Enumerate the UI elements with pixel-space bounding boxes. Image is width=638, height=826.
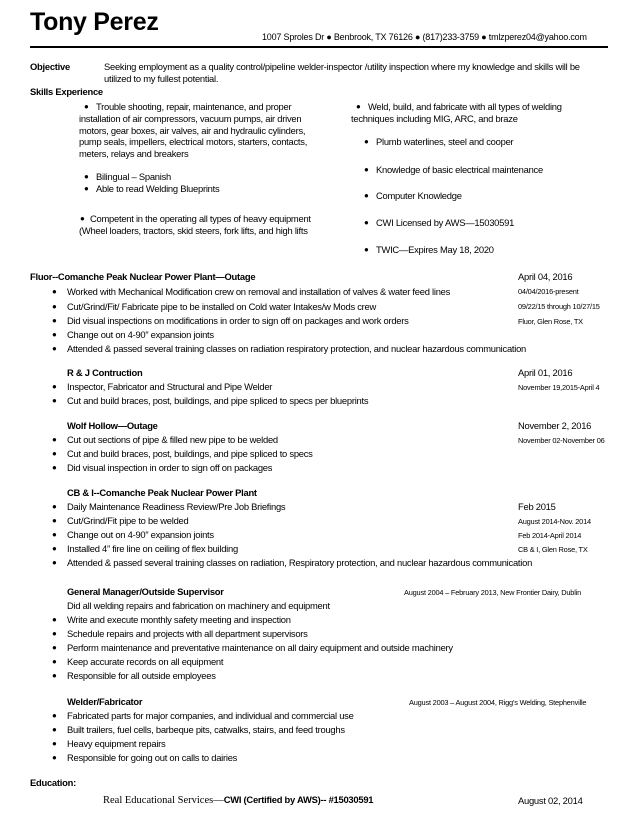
skill-item: Computer Knowledge [376, 190, 462, 201]
job-side-note: November 02-November 06 [518, 436, 605, 445]
skills-label: Skills Experience [30, 86, 103, 97]
bullet-icon: ● [52, 382, 57, 391]
bullet-icon: ● [52, 725, 57, 734]
job-bullet: Responsible for all outside employees [67, 670, 216, 681]
education-date: August 02, 2014 [518, 795, 583, 806]
job-bullet: Perform maintenance and preventative maintenance on all dairy equipment and outside machinery [67, 642, 453, 653]
job-bullet: Cut out sections of pipe & filled new pipe to be welded [67, 434, 278, 445]
job-bullet: Cut and build braces, post, buildings, and pipe spliced to specs per blueprints [67, 395, 369, 406]
skill-item: Knowledge of basic electrical maintenance [376, 164, 543, 175]
job-bullet: Cut/Grind/Fit/ Fabricate pipe to be installed on Cold water Intakes/w Mods crew [67, 301, 377, 312]
bullet-icon: ● [364, 165, 369, 174]
job-date: April 01, 2016 [518, 367, 573, 378]
bullet-icon: ● [52, 344, 57, 353]
bullet-icon: ● [84, 172, 89, 181]
job-bullet: Worked with Mechanical Modification crew on removal and installation of valves & water feed lines [67, 286, 451, 297]
resume-header [30, 4, 610, 40]
bullet-icon: ● [52, 711, 57, 720]
bullet-icon: ● [52, 302, 57, 311]
bullet-icon: ● [84, 102, 89, 111]
job-date: August 2003 – August 2004, Rigg’s Welding, Stephenville [409, 698, 587, 707]
bullet-icon: ● [364, 218, 369, 227]
job-date: August 2004 – February 2013, New Frontier Dairy, Dublin [404, 588, 582, 597]
job-title: Fluor--Comanche Peak Nuclear Power Plant—Outage [30, 271, 256, 282]
bullet-icon: ● [52, 739, 57, 748]
job-bullet: Daily Maintenance Readiness Review/Pre Job Briefings [67, 501, 286, 512]
job-bullet: Schedule repairs and projects with all department supervisors [67, 628, 308, 639]
job-bullet: Heavy equipment repairs [67, 738, 166, 749]
job-title: R & J Contruction [67, 367, 143, 378]
bullet-icon: ● [52, 449, 57, 458]
job-side-note: 09/22/15 through 10/27/15 [518, 302, 600, 311]
skill-item: Trouble shooting, repair, maintenance, and proper installation of air compressors, vacuum pumps, air driven motors, gear boxes, air valves, air and hydraulic cylinders, pump seals, impellers, electrical motors, starters, contacts, meters, relays and breakers [79, 101, 308, 160]
job-date: November 2, 2016 [518, 420, 592, 431]
header-rule [30, 46, 608, 48]
bullet-icon: ● [52, 643, 57, 652]
job-bullet: Change out on 4-90” expansion joints [67, 529, 214, 540]
job-date: Feb 2015 [518, 501, 556, 512]
bullet-icon: ● [52, 657, 57, 666]
bullet-icon: ● [52, 671, 57, 680]
bullet-icon: ● [52, 330, 57, 339]
bullet-icon: ● [364, 191, 369, 200]
objective-label: Objective [30, 61, 70, 72]
education-label: Education: [30, 777, 76, 788]
bullet-icon: ● [84, 184, 89, 193]
job-bullet: Installed 4” fire line on ceiling of flex building [67, 543, 238, 554]
job-bullet: Did visual inspection in order to sign off on packages [67, 462, 273, 473]
bullet-icon: ● [52, 753, 57, 762]
bullet-icon: ● [52, 516, 57, 525]
job-bullet: Keep accurate records on all equipment [67, 656, 224, 667]
job-side-note: 04/04/2016-present [518, 287, 579, 296]
job-bullet: Fabricated parts for major companies, and individual and commercial use [67, 710, 354, 721]
job-side-note: November 19,2015-April 4 [518, 383, 600, 392]
job-date: April 04, 2016 [518, 271, 573, 282]
skill-item: Bilingual – Spanish [96, 171, 171, 182]
objective-text: Seeking employment as a quality control/pipeline welder-inspector /utility inspection where my knowledge and skills will be utilized to my fullest potential. [104, 61, 580, 84]
job-bullet: Responsible for going out on calls to dairies [67, 752, 238, 763]
job-bullet: Built trailers, fuel cells, barbeque pits, catwalks, stairs, and feed troughs [67, 724, 345, 735]
job-title: Wolf Hollow—Outage [67, 420, 158, 431]
bullet-icon: ● [52, 287, 57, 296]
job-bullet: Cut/Grind/Fit pipe to be welded [67, 515, 189, 526]
bullet-icon: ● [364, 245, 369, 254]
job-bullet: Write and execute monthly safety meeting and inspection [67, 614, 291, 625]
job-intro: Did all welding repairs and fabrication on machinery and equipment [67, 600, 330, 611]
bullet-icon: ● [80, 214, 85, 223]
education-cert: CWI (Certified by AWS)-- #15030591 [223, 794, 374, 805]
job-title: CB & I--Comanche Peak Nuclear Power Plant [67, 487, 257, 498]
education-school: Real Educational Services— [103, 795, 224, 806]
bullet-icon: ● [52, 502, 57, 511]
job-side-note: Feb 2014-April 2014 [518, 531, 582, 540]
job-title: General Manager/Outside Supervisor [67, 586, 224, 597]
bullet-icon: ● [52, 435, 57, 444]
bullet-icon: ● [364, 137, 369, 146]
bullet-icon: ● [52, 530, 57, 539]
job-bullet: Change out on 4-90” expansion joints [67, 329, 214, 340]
skill-item: TWIC—Expires May 18, 2020 [376, 244, 494, 255]
bullet-icon: ● [52, 629, 57, 638]
bullet-icon: ● [52, 615, 57, 624]
skill-item: Competent in the operating all types of heavy equipment (Wheel loaders, tractors, skid steers, fork lifts, and high lifts [79, 213, 311, 236]
job-bullet: Did visual inspections on modifications in order to sign off on packages and work orders [67, 315, 409, 326]
bullet-icon: ● [52, 463, 57, 472]
bullet-icon: ● [52, 396, 57, 405]
education-line [103, 794, 373, 807]
applicant-name: Tony Perez [30, 8, 159, 36]
job-bullet: Inspector, Fabricator and Structural and Pipe Welder [67, 381, 273, 392]
job-bullet: Attended & passed several training classes on radiation, Respiratory protection, and nuclear hazardous communication [67, 557, 533, 568]
skill-item: Plumb waterlines, steel and cooper [376, 136, 514, 147]
skill-item: Weld, build, and fabricate with all types of welding techniques including MIG, ARC, and braze [351, 101, 562, 124]
bullet-icon: ● [52, 544, 57, 553]
bullet-icon: ● [52, 558, 57, 567]
skill-item: Able to read Welding Blueprints [96, 183, 220, 194]
skill-item: CWI Licensed by AWS—15030591 [376, 217, 515, 228]
job-bullet: Cut and build braces, post, buildings, and pipe spliced to specs [67, 448, 313, 459]
job-side-note: CB & I, Glen Rose, TX [518, 545, 588, 554]
bullet-icon: ● [52, 316, 57, 325]
bullet-icon: ● [356, 102, 361, 111]
job-side-note: August 2014-Nov. 2014 [518, 517, 591, 526]
job-title: Welder/Fabricator [67, 696, 143, 707]
job-side-note: Fluor, Glen Rose, TX [518, 317, 583, 326]
job-bullet: Attended & passed several training classes on radiation respiratory protection, and nuclear hazardous communication [67, 343, 527, 354]
contact-info: 1007 Sproles Dr ● Benbrook, TX 76126 ● (817)233-3759 ● tmlzperez04@yahoo.com [262, 32, 587, 42]
